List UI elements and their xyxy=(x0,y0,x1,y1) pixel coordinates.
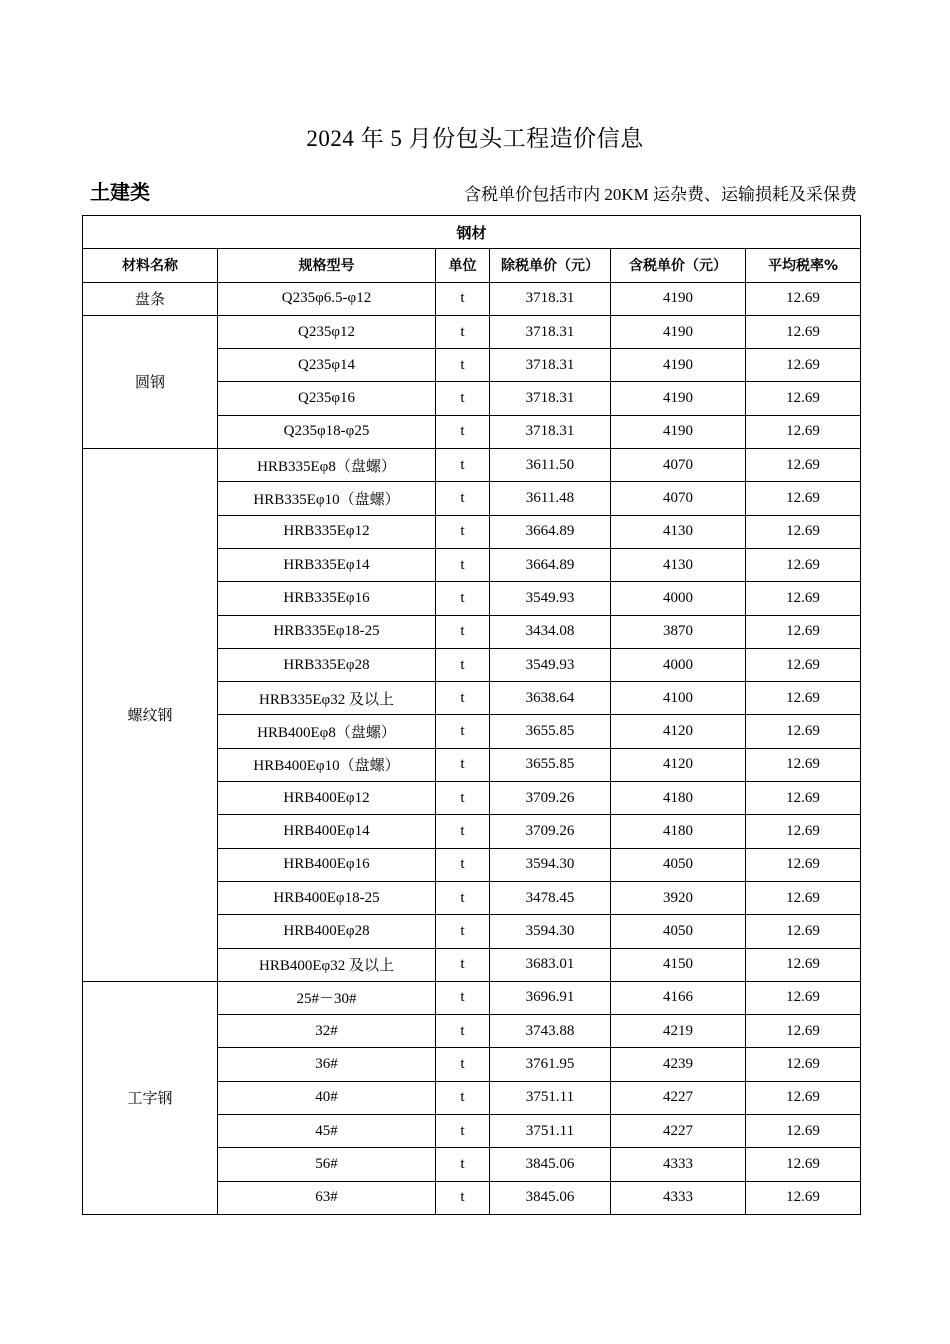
inc-tax-price-cell: 4070 xyxy=(611,482,746,515)
tax-rate-cell: 12.69 xyxy=(746,648,861,681)
unit-cell: t xyxy=(436,515,490,548)
ex-tax-price-cell: 3655.85 xyxy=(490,715,611,748)
spec-cell: 56# xyxy=(218,1148,436,1181)
spec-cell: HRB335Eφ14 xyxy=(218,548,436,581)
ex-tax-price-cell: 3478.45 xyxy=(490,881,611,914)
inc-tax-price-cell: 4130 xyxy=(611,515,746,548)
spec-cell: HRB335Eφ32 及以上 xyxy=(218,682,436,715)
ex-tax-price-cell: 3594.30 xyxy=(490,915,611,948)
tax-rate-cell: 12.69 xyxy=(746,682,861,715)
inc-tax-price-cell: 4050 xyxy=(611,848,746,881)
inc-tax-price-cell: 4219 xyxy=(611,1015,746,1048)
inc-tax-price-cell: 4120 xyxy=(611,748,746,781)
column-header-tax-rate: 平均税率% xyxy=(746,249,861,282)
column-header-spec: 规格型号 xyxy=(218,249,436,282)
table-row xyxy=(83,315,861,348)
ex-tax-price-cell: 3845.06 xyxy=(490,1181,611,1214)
ex-tax-price-cell: 3718.31 xyxy=(490,382,611,415)
ex-tax-price-cell: 3718.31 xyxy=(490,315,611,348)
spec-cell: HRB400Eφ8（盘螺） xyxy=(218,715,436,748)
spec-cell: HRB400Eφ12 xyxy=(218,782,436,815)
inc-tax-price-cell: 4000 xyxy=(611,648,746,681)
unit-cell: t xyxy=(436,282,490,315)
tax-rate-cell: 12.69 xyxy=(746,315,861,348)
unit-cell: t xyxy=(436,582,490,615)
tax-rate-cell: 12.69 xyxy=(746,1015,861,1048)
unit-cell: t xyxy=(436,981,490,1014)
tax-rate-cell: 12.69 xyxy=(746,748,861,781)
table-row xyxy=(83,282,861,315)
tax-rate-cell: 12.69 xyxy=(746,482,861,515)
spec-cell: HRB335Eφ10（盘螺） xyxy=(218,482,436,515)
tax-rate-cell: 12.69 xyxy=(746,1048,861,1081)
tax-rate-cell: 12.69 xyxy=(746,615,861,648)
ex-tax-price-cell: 3761.95 xyxy=(490,1048,611,1081)
spec-cell: 36# xyxy=(218,1048,436,1081)
ex-tax-price-cell: 3664.89 xyxy=(490,515,611,548)
unit-cell: t xyxy=(436,315,490,348)
tax-rate-cell: 12.69 xyxy=(746,848,861,881)
ex-tax-price-cell: 3751.11 xyxy=(490,1081,611,1114)
material-name-cell: 盘条 xyxy=(83,282,218,315)
inc-tax-price-cell: 4070 xyxy=(611,449,746,482)
ex-tax-price-cell: 3709.26 xyxy=(490,782,611,815)
table-row xyxy=(83,449,861,482)
spec-cell: Q235φ18-φ25 xyxy=(218,415,436,448)
tax-rate-cell: 12.69 xyxy=(746,349,861,382)
spec-cell: HRB335Eφ28 xyxy=(218,648,436,681)
unit-cell: t xyxy=(436,782,490,815)
tax-rate-cell: 12.69 xyxy=(746,715,861,748)
unit-cell: t xyxy=(436,881,490,914)
page-title: 2024 年 5 月份包头工程造价信息 xyxy=(306,126,644,151)
inc-tax-price-cell: 4239 xyxy=(611,1048,746,1081)
unit-cell: t xyxy=(436,1015,490,1048)
tax-rate-cell: 12.69 xyxy=(746,782,861,815)
ex-tax-price-cell: 3718.31 xyxy=(490,415,611,448)
spec-cell: HRB400Eφ28 xyxy=(218,915,436,948)
spec-cell: HRB335Eφ12 xyxy=(218,515,436,548)
unit-cell: t xyxy=(436,548,490,581)
unit-cell: t xyxy=(436,615,490,648)
inc-tax-price-cell: 4333 xyxy=(611,1148,746,1181)
price-note: 含税单价包括市内 20KM 运杂费、运输损耗及采保费 xyxy=(464,185,857,204)
inc-tax-price-cell: 4000 xyxy=(611,582,746,615)
ex-tax-price-cell: 3611.48 xyxy=(490,482,611,515)
tax-rate-cell: 12.69 xyxy=(746,548,861,581)
tax-rate-cell: 12.69 xyxy=(746,1081,861,1114)
tax-rate-cell: 12.69 xyxy=(746,582,861,615)
inc-tax-price-cell: 4190 xyxy=(611,415,746,448)
ex-tax-price-cell: 3611.50 xyxy=(490,449,611,482)
tax-rate-cell: 12.69 xyxy=(746,981,861,1014)
ex-tax-price-cell: 3743.88 xyxy=(490,1015,611,1048)
unit-cell: t xyxy=(436,715,490,748)
unit-cell: t xyxy=(436,1048,490,1081)
inc-tax-price-cell: 4227 xyxy=(611,1115,746,1148)
column-header-unit: 单位 xyxy=(436,249,490,282)
unit-cell: t xyxy=(436,415,490,448)
material-name-cell: 螺纹钢 xyxy=(83,449,218,982)
ex-tax-price-cell: 3696.91 xyxy=(490,981,611,1014)
ex-tax-price-cell: 3718.31 xyxy=(490,349,611,382)
table-row xyxy=(83,981,861,1014)
column-header-inc-tax-price: 含税单价（元） xyxy=(611,249,746,282)
tax-rate-cell: 12.69 xyxy=(746,515,861,548)
unit-cell: t xyxy=(436,382,490,415)
spec-cell: HRB335Eφ18-25 xyxy=(218,615,436,648)
inc-tax-price-cell: 4100 xyxy=(611,682,746,715)
inc-tax-price-cell: 4227 xyxy=(611,1081,746,1114)
section-heading: 土建类 xyxy=(90,180,150,204)
inc-tax-price-cell: 4130 xyxy=(611,548,746,581)
spec-cell: 45# xyxy=(218,1115,436,1148)
unit-cell: t xyxy=(436,748,490,781)
tax-rate-cell: 12.69 xyxy=(746,282,861,315)
ex-tax-price-cell: 3638.64 xyxy=(490,682,611,715)
tax-rate-cell: 12.69 xyxy=(746,881,861,914)
ex-tax-price-cell: 3751.11 xyxy=(490,1115,611,1148)
unit-cell: t xyxy=(436,349,490,382)
ex-tax-price-cell: 3549.93 xyxy=(490,582,611,615)
inc-tax-price-cell: 3920 xyxy=(611,881,746,914)
ex-tax-price-cell: 3655.85 xyxy=(490,748,611,781)
tax-rate-cell: 12.69 xyxy=(746,815,861,848)
ex-tax-price-cell: 3709.26 xyxy=(490,815,611,848)
spec-cell: 40# xyxy=(218,1081,436,1114)
tax-rate-cell: 12.69 xyxy=(746,1148,861,1181)
price-table xyxy=(82,215,861,1215)
inc-tax-price-cell: 4166 xyxy=(611,981,746,1014)
unit-cell: t xyxy=(436,1181,490,1214)
unit-cell: t xyxy=(436,1081,490,1114)
spec-cell: Q235φ16 xyxy=(218,382,436,415)
inc-tax-price-cell: 4180 xyxy=(611,815,746,848)
spec-cell: HRB400Eφ16 xyxy=(218,848,436,881)
material-name-cell: 工字钢 xyxy=(83,981,218,1214)
unit-cell: t xyxy=(436,449,490,482)
spec-cell: HRB400Eφ18-25 xyxy=(218,881,436,914)
spec-cell: 63# xyxy=(218,1181,436,1214)
spec-cell: Q235φ14 xyxy=(218,349,436,382)
inc-tax-price-cell: 4050 xyxy=(611,915,746,948)
inc-tax-price-cell: 4190 xyxy=(611,382,746,415)
spec-cell: HRB335Eφ16 xyxy=(218,582,436,615)
inc-tax-price-cell: 4333 xyxy=(611,1181,746,1214)
tax-rate-cell: 12.69 xyxy=(746,415,861,448)
spec-cell: HRB335Eφ8（盘螺） xyxy=(218,449,436,482)
unit-cell: t xyxy=(436,1115,490,1148)
spec-cell: HRB400Eφ10（盘螺） xyxy=(218,748,436,781)
unit-cell: t xyxy=(436,815,490,848)
material-name-cell: 圆钢 xyxy=(83,315,218,448)
unit-cell: t xyxy=(436,682,490,715)
unit-cell: t xyxy=(436,1148,490,1181)
tax-rate-cell: 12.69 xyxy=(746,449,861,482)
spec-cell: Q235φ12 xyxy=(218,315,436,348)
spec-cell: HRB400Eφ32 及以上 xyxy=(218,948,436,981)
spec-cell: 32# xyxy=(218,1015,436,1048)
ex-tax-price-cell: 3683.01 xyxy=(490,948,611,981)
ex-tax-price-cell: 3718.31 xyxy=(490,282,611,315)
ex-tax-price-cell: 3549.93 xyxy=(490,648,611,681)
column-header-name: 材料名称 xyxy=(83,249,218,282)
ex-tax-price-cell: 3845.06 xyxy=(490,1148,611,1181)
inc-tax-price-cell: 4120 xyxy=(611,715,746,748)
ex-tax-price-cell: 3594.30 xyxy=(490,848,611,881)
unit-cell: t xyxy=(436,915,490,948)
unit-cell: t xyxy=(436,848,490,881)
tax-rate-cell: 12.69 xyxy=(746,948,861,981)
ex-tax-price-cell: 3664.89 xyxy=(490,548,611,581)
spec-cell: Q235φ6.5-φ12 xyxy=(218,282,436,315)
inc-tax-price-cell: 4190 xyxy=(611,349,746,382)
inc-tax-price-cell: 4190 xyxy=(611,315,746,348)
inc-tax-price-cell: 3870 xyxy=(611,615,746,648)
tax-rate-cell: 12.69 xyxy=(746,915,861,948)
tax-rate-cell: 12.69 xyxy=(746,1181,861,1214)
unit-cell: t xyxy=(436,482,490,515)
ex-tax-price-cell: 3434.08 xyxy=(490,615,611,648)
spec-cell: 25#－30# xyxy=(218,981,436,1014)
inc-tax-price-cell: 4190 xyxy=(611,282,746,315)
inc-tax-price-cell: 4180 xyxy=(611,782,746,815)
column-header-ex-tax-price: 除税单价（元） xyxy=(490,249,611,282)
tax-rate-cell: 12.69 xyxy=(746,382,861,415)
unit-cell: t xyxy=(436,648,490,681)
unit-cell: t xyxy=(436,948,490,981)
spec-cell: HRB400Eφ14 xyxy=(218,815,436,848)
inc-tax-price-cell: 4150 xyxy=(611,948,746,981)
tax-rate-cell: 12.69 xyxy=(746,1115,861,1148)
category-heading: 钢材 xyxy=(83,216,861,249)
